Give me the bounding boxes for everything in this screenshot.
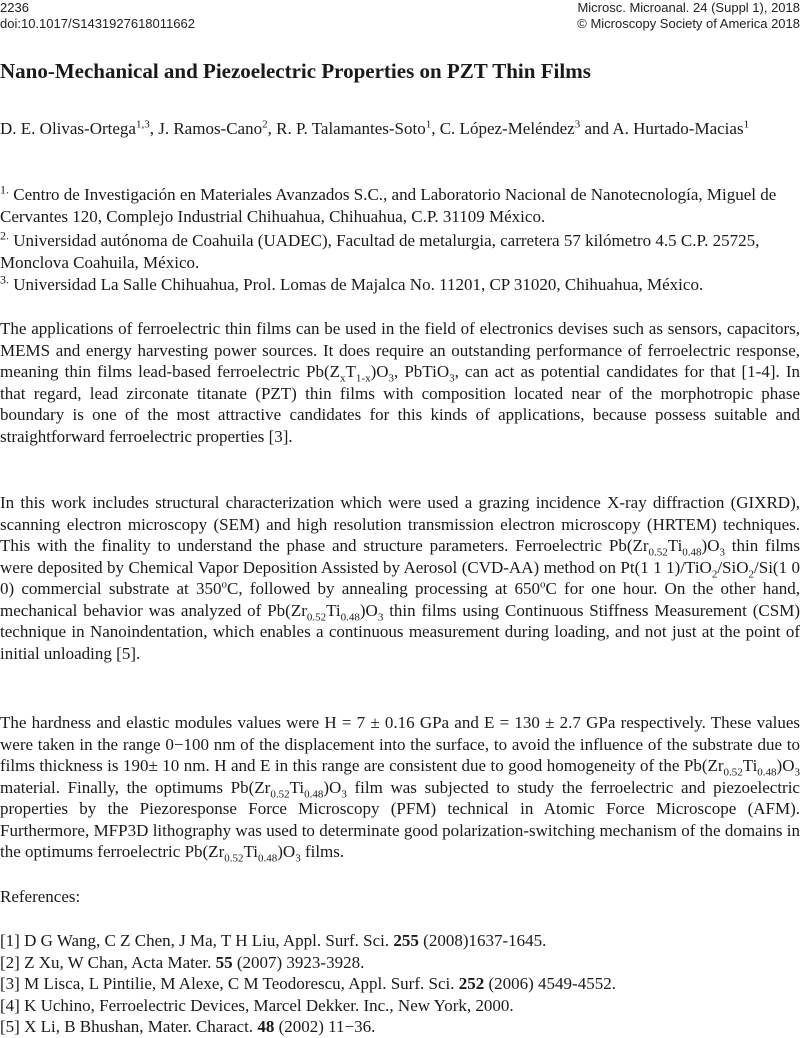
doi-link[interactable]: doi:10.1017/S1431927618011662 — [0, 16, 195, 31]
affiliation — [0, 230, 800, 273]
affiliation-mark: 2. — [0, 228, 9, 243]
affiliation — [0, 274, 800, 296]
author-affil-mark: 1,3 — [135, 118, 150, 131]
reference-item: [3] M Lisca, L Pintilie, M Alexe, C M Teodorescu, Appl. Surf. Sci. 252 (2006) 4549-4552. — [0, 974, 616, 993]
journal-citation: Microsc. Microanal. 24 (Suppl 1), 2018 — [577, 0, 800, 15]
reference-item: [1] D G Wang, C Z Chen, J Ma, T H Liu, Appl. Surf. Sci. 255 (2008)1637-1645. — [0, 931, 547, 950]
affiliation-text: Universidad autónoma de Coahuila (UADEC), Facultad de metalurgia, carretera 57 kilómetro 4.5 C.P. 25725, Monclova Coahuila, México. — [0, 231, 760, 272]
author-affil-mark: 1 — [425, 118, 432, 131]
paragraph-results: The hardness and elastic modules values were H = 7 ± 0.16 GPa and E = 130 ± 2.7 GPa respectively. These values were taken in the range 0−100 nm of the displacement into the surface, to avoid the influence of the substrate due to films thickness is 190± 10 nm. H and E in this range are consistent due to good homogeneity of the $Pb(Zr_{0.52}Ti_{0.48})O_3$ material. Finally, the optimums $Pb(Zr_{0.52}Ti_{0.48})O_3$ film was subjected to study the ferroelectric and piezoelectric properties by the Piezoresponse Force Microscopy (PFM) technical in Atomic Force Microscope (AFM). Furthermore, MFP3D lithography was used to determinate good polarization-switching mechanism of the domains in the optimums ferroelectric $Pb(Zr_{0.52}Ti_{0.48})O_3$ films. — [0, 713, 800, 865]
reference-item: [5] X Li, B Bhushan, Mater. Charact. 48 (2002) 11−36. — [0, 1017, 376, 1036]
page-header — [0, 0, 800, 32]
author-affil-mark: 1 — [743, 118, 750, 131]
author: R. P. Talamantes-Soto — [276, 119, 426, 138]
author: J. Ramos-Cano — [158, 119, 263, 138]
author-affil-mark: 3 — [574, 118, 581, 131]
author-list: D. E. Olivas-Ortega$^{1,3}$, J. Ramos-Cano$^2$, R. P. Talamantes-Soto$^1$, C. López-Meléndez$^3$ and A. Hurtado-Macias$^1$ — [0, 118, 750, 138]
author: C. López-Meléndez — [439, 119, 575, 138]
paragraph-intro: The applications of ferroelectric thin films can be used in the field of electronics devises such as sensors, capacitors, MEMS and energy harvesting power sources. It does require an outstanding performance of ferroelectric response, meaning thin films lead-based ferroelectric $Pb(Z_xT_{1-x})O_3$, PbTiO$_3$, can act as potential candidates for that [1-4]. In that regard, lead zirconate titanate (PZT) thin films with composition located near of the morphotropic phase boundary is one of the most attractive candidates for this kinds of applications, because possess suitable and straightforward ferroelectric properties [3]. — [0, 319, 800, 446]
affiliation — [0, 184, 800, 227]
affiliation-mark: 1. — [0, 182, 9, 197]
author-affil-mark: 2 — [262, 118, 268, 131]
affiliation-text: Universidad La Salle Chihuahua, Prol. Lomas de Majalca No. 11201, CP 31020, Chihuahua, México. — [13, 275, 704, 294]
reference-list — [0, 930, 800, 1038]
page-number: 2236 — [0, 0, 29, 15]
author: D. E. Olivas-Ortega — [0, 119, 136, 138]
reference-item: [4] K Uchino, Ferroelectric Devices, Marcel Dekker. Inc., New York, 2000. — [0, 995, 514, 1015]
affiliation-mark: 3. — [0, 272, 9, 287]
paper-title: Nano-Mechanical and Piezoelectric Properties on PZT Thin Films — [0, 59, 591, 83]
paragraph-methods: In this work includes structural characterization which were used a grazing incidence X-ray diffraction (GIXRD), scanning electron microscopy (SEM) and high resolution transmission electron microscopy (HRTEM) techniques. This with the finality to understand the phase and structure parameters. Ferroelectric $Pb(Zr_{0.52}Ti_{0.48})O_3$ thin films were deposited by Chemical Vapor Deposition Assisted by Aerosol (CVD-AA) method on Pt(1 1 1)/TiO$_2$/SiO$_2$/Si(1 0 0) commercial substrate at 350$^o$C, followed by annealing processing at 650$^o$C for one hour. On the other hand, mechanical behavior was analyzed of $Pb(Zr_{0.52}Ti_{0.48})O_3$ thin films using Continuous Stiffness Measurement (CSM) technique in Nanoindentation, which enables a continuous measurement during loading, and not just at the point of initial unloading [5]. — [0, 493, 800, 663]
references-heading: References: — [0, 887, 81, 906]
affiliation-text: Centro de Investigación en Materiales Avanzados S.C., and Laboratorio Nacional de Nanotecnología, Miguel de Cervantes 120, Complejo Industrial Chihuahua, Chihuahua, C.P. 31109 México. — [0, 185, 777, 226]
copyright-notice: © Microscopy Society of America 2018 — [577, 16, 800, 31]
author: A. Hurtado-Macias — [612, 119, 744, 138]
reference-item: [2] Z Xu, W Chan, Acta Mater. 55 (2007) 3923-3928. — [0, 952, 365, 972]
